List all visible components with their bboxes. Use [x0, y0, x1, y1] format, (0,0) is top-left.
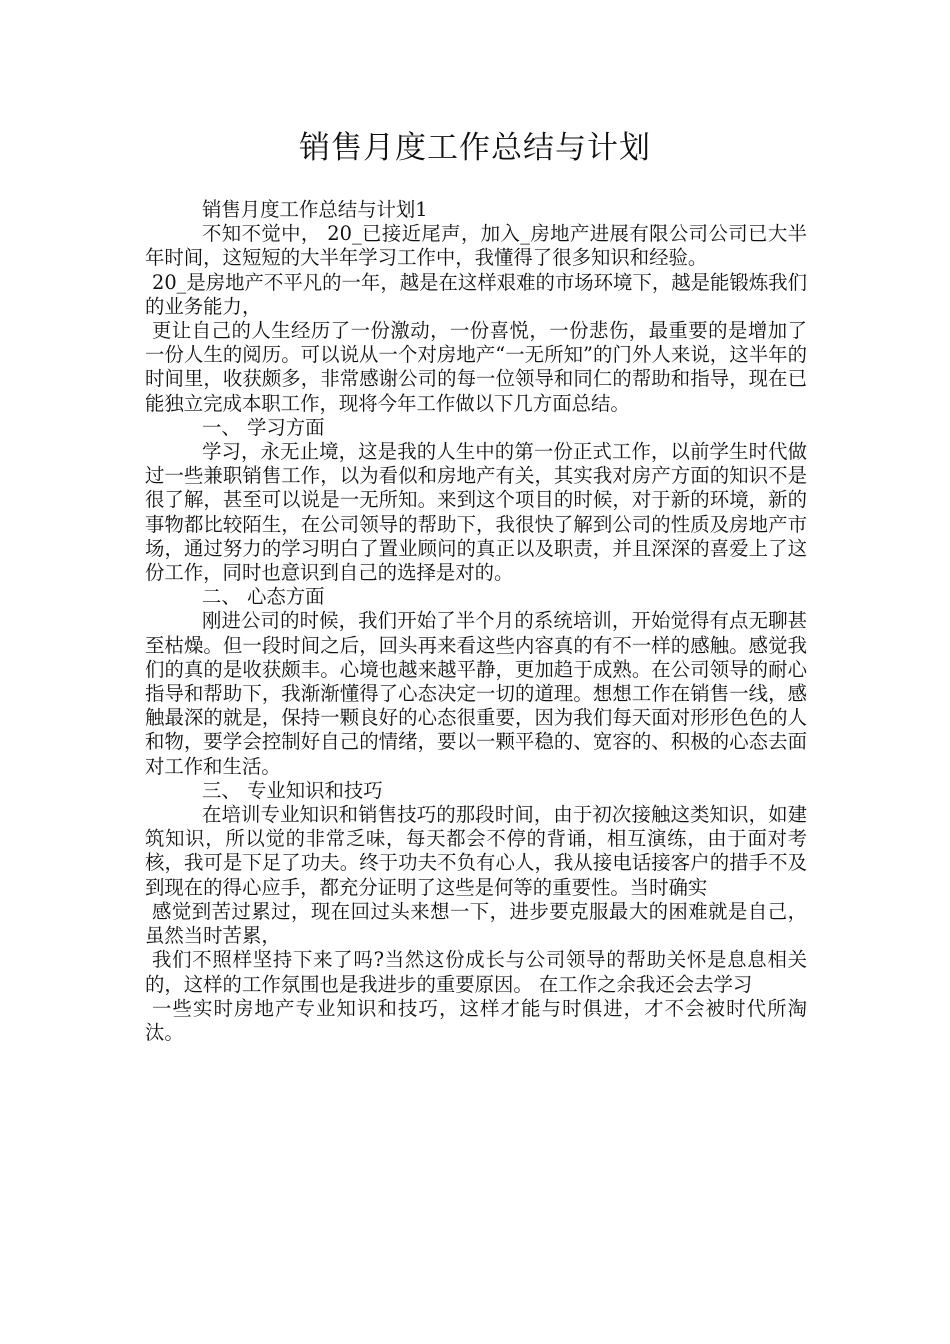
paragraph-year: 20_是房地产不平凡的一年，越是在这样艰难的市场环境下，越是能锻炼我们的业务能力， [145, 270, 807, 318]
paragraph-experience: 更让自己的人生经历了一份激动，一份喜悦，一份悲伤，最重要的是增加了一份人生的阅历。可以说从一个对房地产“一无所知”的门外人来说，这半年的时间里，收获颇多，非常感谢公司的每一位领导和同仁的帮助和指导，现在已能独立完成本职工作，现将今年工作做以下几方面总结。 [145, 319, 807, 415]
paragraph-mindset: 刚进公司的时候，我们开始了半个月的系统培训，开始觉得有点无聊甚至枯燥。但一段时间之后，回头再来看这些内容真的有不一样的感触。感觉我们的真的是收获颇丰。心境也越来越平静，更加趋于成熟。在公司领导的耐心指导和帮助下，我渐渐懂得了心态决定一切的道理。想想工作在销售一线，感触最深的就是，保持一颗良好的心态很重要，因为我们每天面对形形色色的人和物，要学会控制好自己的情绪，要以一颗平稳的、宽容的、积极的心态去面对工作和生活。 [145, 609, 807, 778]
paragraph-skills: 在培训专业知识和销售技巧的那段时间，由于初次接触这类知识，如建筑知识，所以觉的非常乏味，每天都会不停的背诵，相互演练，由于面对考核，我可是下足了功夫。终于功夫不负有心人，我从接电话接客户的措手不及到现在的得心应手，都充分证明了这些是何等的重要性。当时确实 [145, 803, 807, 899]
paragraph-hardship: 感觉到苦过累过，现在回过头来想一下，进步要克服最大的困难就是自己，虽然当时苦累， [145, 899, 807, 948]
paragraph-learning: 一些实时房地产专业知识和技巧，这样才能与时俱进，才不会被时代所淘汰。 [145, 996, 807, 1044]
page-title: 销售月度工作总结与计划 [299, 130, 651, 166]
paragraph-growth: 我们不照样坚持下来了吗?当然这份成长与公司领导的帮助关怀是息息相关的，这样的工作氛围也是我进步的重要原因。 在工作之余我还会去学习 [145, 948, 807, 996]
section-heading-study: 一、 学习方面 [202, 415, 325, 439]
paragraph-intro: 不知不觉中， 20_已接近尾声，加入_房地产进展有限公司公司已大半年时间，这短短的大半年学习工作中，我懂得了很多知识和经验。 [145, 222, 807, 270]
section-heading-mindset: 二、 心态方面 [202, 585, 325, 609]
paragraph-study: 学习，永无止境，这是我的人生中的第一份正式工作，以前学生时代做过一些兼职销售工作，以为看似和房地产有关，其实我对房产方面的知识不是很了解，甚至可以说是一无所知。来到这个项目的时候，对于新的环境，新的事物都比较陌生，在公司领导的帮助下，我很快了解到公司的性质及房地产市场，通过努力的学习明白了置业顾问的真正以及职责，并且深深的喜爱上了这份工作，同时也意识到自己的选择是对的。 [145, 440, 807, 585]
document-body [145, 198, 807, 1045]
section-heading-skills: 三、 专业知识和技巧 [202, 778, 383, 802]
document-subtitle: 销售月度工作总结与计划1 [202, 198, 428, 221]
